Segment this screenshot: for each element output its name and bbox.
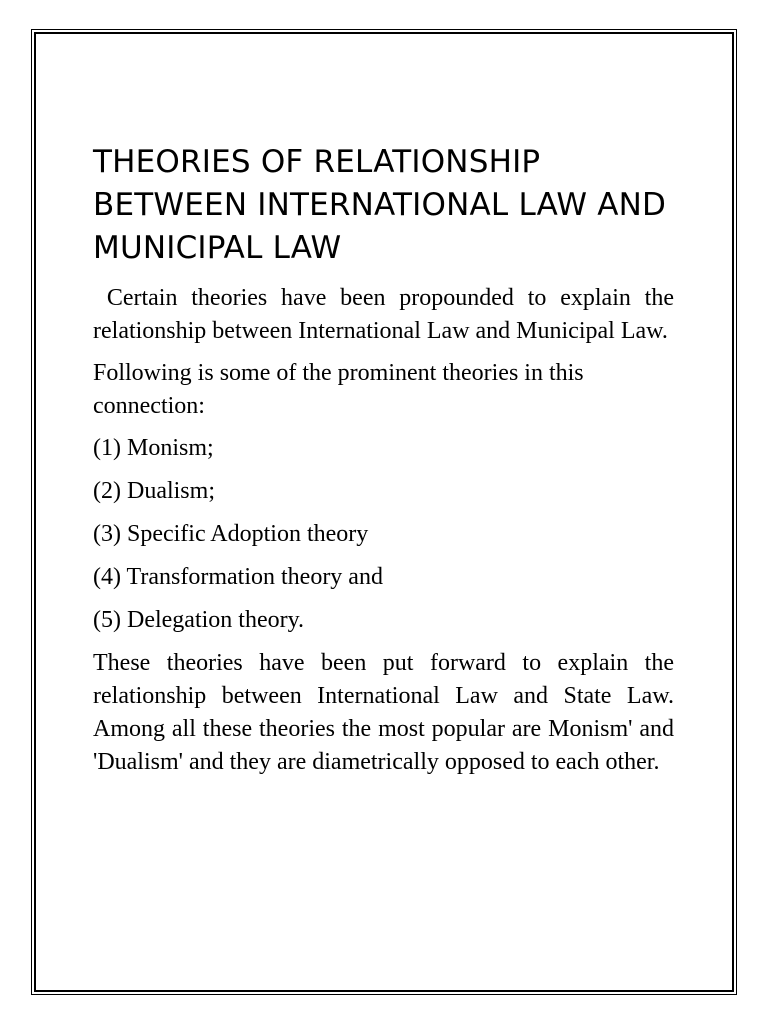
document-title: THEORIES OF RELATIONSHIP BETWEEN INTERNATIONAL LAW AND MUNICIPAL LAW — [93, 144, 667, 266]
lead-in-paragraph: Following is some of the prominent theories in this connection: — [93, 360, 584, 419]
theories-list — [93, 432, 674, 637]
list-item: (3) Specific Adoption theory — [93, 521, 369, 547]
conclusion-paragraph: These theories have been put forward to explain the relationship between International Law and State Law. Among all these theories the most popular are Monism' and 'Dualism' and they are diametrically opposed to each other. — [93, 650, 674, 775]
list-item: (4) Transformation theory and — [93, 564, 383, 590]
intro-paragraph: Certain theories have been propounded to explain the relationship between International Law and Municipal Law. — [93, 285, 680, 344]
list-item: (1) Monism; — [93, 435, 214, 461]
list-item: (5) Delegation theory. — [93, 607, 305, 633]
document-body — [93, 141, 680, 788]
list-item: (2) Dualism; — [93, 478, 215, 504]
